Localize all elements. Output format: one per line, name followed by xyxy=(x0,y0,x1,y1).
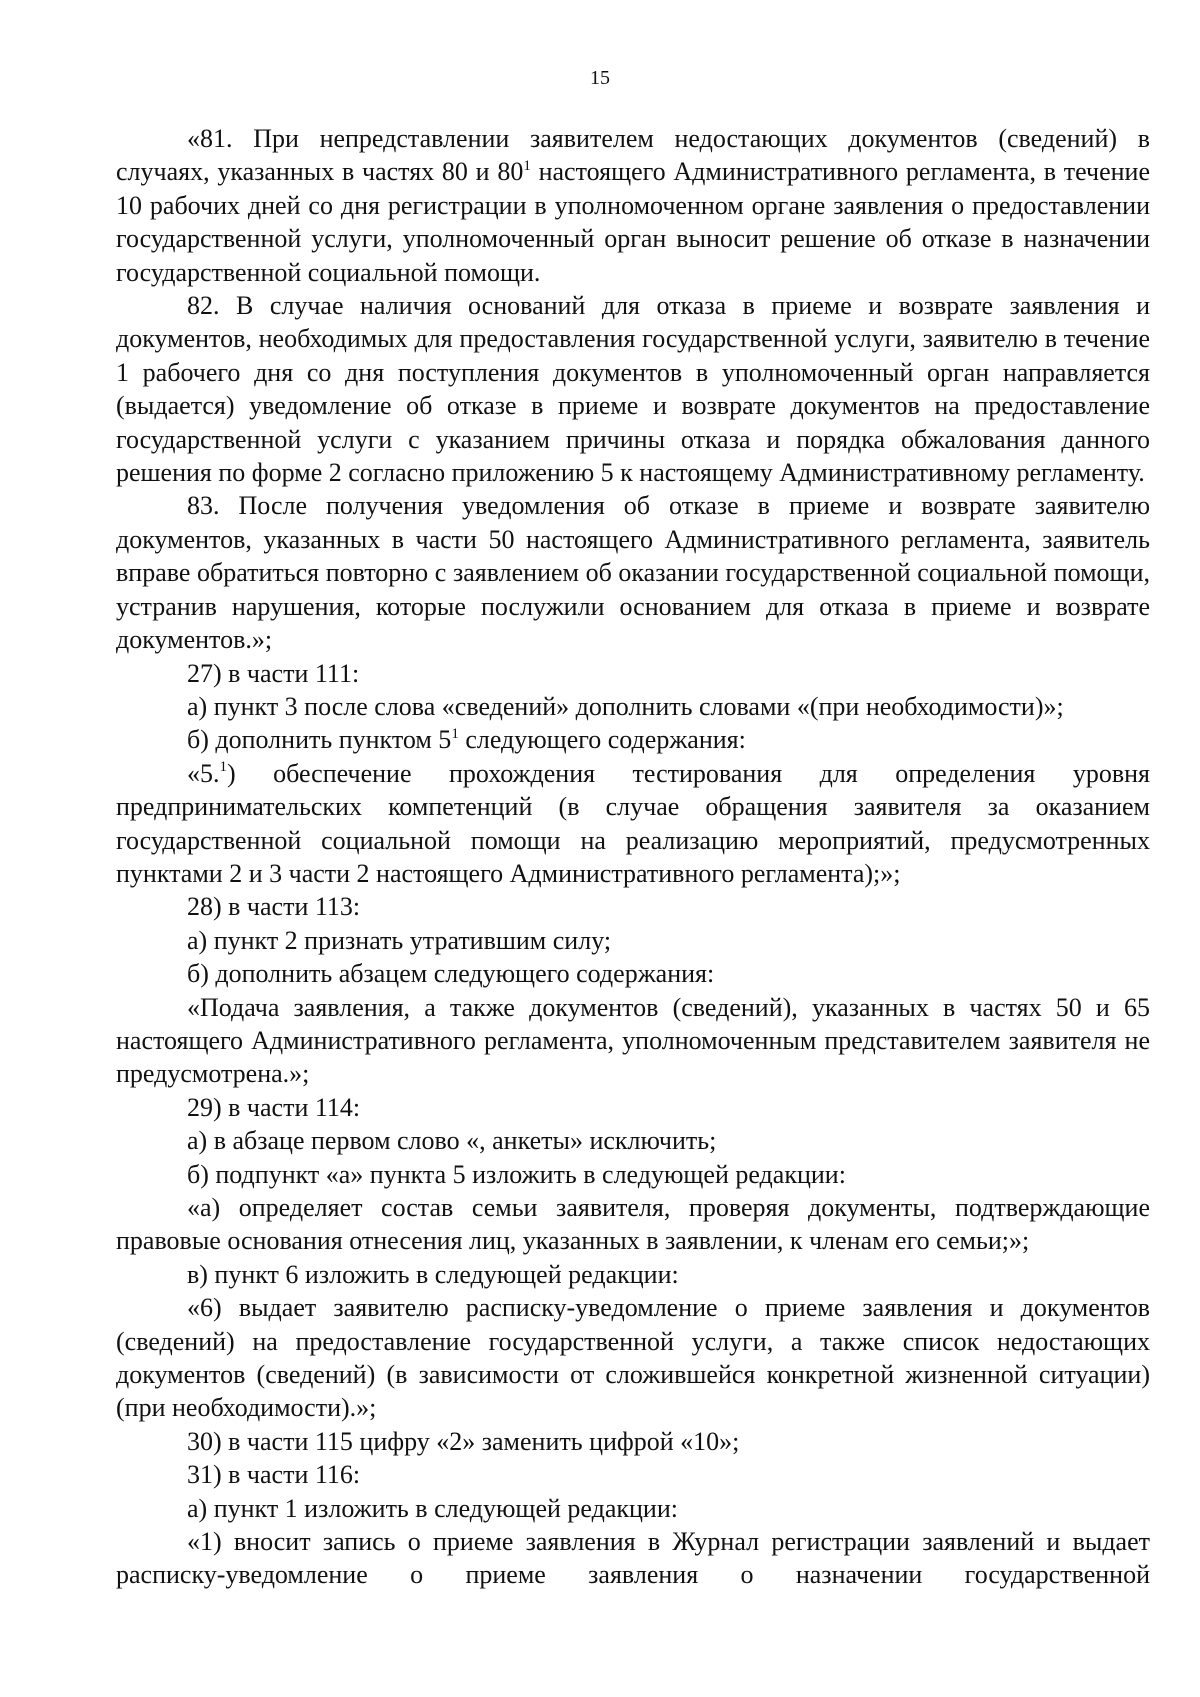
paragraph-text: 28) в части 113: xyxy=(187,892,361,922)
paragraph xyxy=(116,1191,1150,1258)
paragraph-text: б) дополнить абзацем следующего содержания: xyxy=(187,959,715,989)
paragraph xyxy=(116,1291,1150,1425)
paragraph-text: 30) в части 115 цифру «2» заменить цифрой «10»; xyxy=(187,1426,740,1456)
paragraph-text: «5. xyxy=(187,758,220,788)
paragraph-text: а) пункт 3 после слова «сведений» дополнить словами «(при необходимости)»; xyxy=(187,691,1064,721)
paragraph xyxy=(116,1458,1150,1491)
paragraph xyxy=(116,890,1150,923)
paragraph-text: а) в абзаце первом слово «, анкеты» исключить; xyxy=(187,1126,717,1156)
paragraph-text: а) пункт 2 признать утратившим силу; xyxy=(187,925,612,955)
paragraph-text: а) пункт 1 изложить в следующей редакции: xyxy=(187,1493,678,1523)
paragraph-text: б) дополнить пунктом 5 xyxy=(187,725,452,755)
paragraph xyxy=(116,657,1150,690)
paragraph-text: ) обеспечение прохождения тестирования для определения уровня предпринимательских компетенций (в случае обращения заявителя за оказанием государственной социальной помощи на реализацию мероприятий, предусмотренных пунктами 2 и 3 части 2 настоящего Административного регламента);»; xyxy=(116,758,1150,888)
paragraph xyxy=(116,723,1150,756)
paragraph-text: «81. При непредставлении заявителем недостающих документов (сведений) в случаях, указанных в частях 80 и 80 xyxy=(116,124,1150,187)
paragraph-text: 31) в части 116: xyxy=(187,1460,361,1490)
paragraph xyxy=(116,1258,1150,1291)
paragraph-text: настоящего Административного регламента, в течение 10 рабочих дней со дня регистрации в уполномоченном органе заявления о предоставлении государственной услуги, уполномоченный орган выносит решение об отказе в назначении государственной социальной помощи. xyxy=(116,157,1150,287)
paragraph xyxy=(116,690,1150,723)
paragraph xyxy=(116,757,1150,891)
paragraph-text: 83. После получения уведомления об отказе в приеме и возврате заявителю документов, указанных в части 50 настоящего Административного регламента, заявитель вправе обратиться повторно с заявлением об оказании государственной социальной помощи, устранив нарушения, которые послужили основанием для отказа в приеме и возврате документов.»; xyxy=(116,491,1150,655)
paragraph xyxy=(116,1158,1150,1191)
paragraph-text: 82. В случае наличия оснований для отказа в приеме и возврате заявления и документов, необходимых для предоставления государственной услуги, заявителю в течение 1 рабочего дня со дня поступления документов в уполномоченный орган направляется (выдается) уведомление об отказе в приеме и возврате документов на предоставление государственной услуги с указанием причины отказа и порядка обжалования данного решения по форме 2 согласно приложению 5 к настоящему Административному регламенту. xyxy=(116,291,1150,488)
document-body xyxy=(116,122,1150,1592)
paragraph-text: «1) вносит запись о приеме заявления в Журнал регистрации заявлений и выдает расписку-уведомление о приеме заявления о назначении государственной xyxy=(116,1527,1150,1590)
superscript: 1 xyxy=(219,759,227,776)
paragraph xyxy=(116,122,1150,289)
paragraph xyxy=(116,489,1150,656)
paragraph xyxy=(116,1525,1150,1592)
paragraph-text: 27) в части 111: xyxy=(187,658,360,688)
paragraph xyxy=(116,991,1150,1091)
superscript: 1 xyxy=(523,157,531,174)
paragraph-text: следующего содержания: xyxy=(458,725,746,755)
paragraph xyxy=(116,1091,1150,1124)
paragraph-text: «Подача заявления, а также документов (сведений), указанных в частях 50 и 65 настоящего Административного регламента, уполномоченным представителем заявителя не предусмотрена.»; xyxy=(116,992,1150,1089)
paragraph xyxy=(116,924,1150,957)
paragraph xyxy=(116,289,1150,489)
paragraph xyxy=(116,1124,1150,1157)
superscript: 1 xyxy=(451,725,459,742)
paragraph-text: в) пункт 6 изложить в следующей редакции: xyxy=(187,1259,679,1289)
paragraph-text: б) подпункт «а» пункта 5 изложить в следующей редакции: xyxy=(187,1159,846,1189)
paragraph-text: «6) выдает заявителю расписку-уведомление о приеме заявления и документов (сведений) на предоставление государственной услуги, а также список недостающих документов (сведений) (в зависимости от сложившейся конкретной жизненной ситуации) (при необходимости).»; xyxy=(116,1293,1150,1423)
paragraph xyxy=(116,957,1150,990)
paragraph-text: 29) в части 114: xyxy=(187,1092,361,1122)
paragraph xyxy=(116,1425,1150,1458)
page-number: 15 xyxy=(590,67,610,89)
paragraph xyxy=(116,1492,1150,1525)
paragraph-text: «а) определяет состав семьи заявителя, проверяя документы, подтверждающие правовые основания отнесения лиц, указанных в заявлении, к членам его семьи;»; xyxy=(116,1193,1150,1256)
